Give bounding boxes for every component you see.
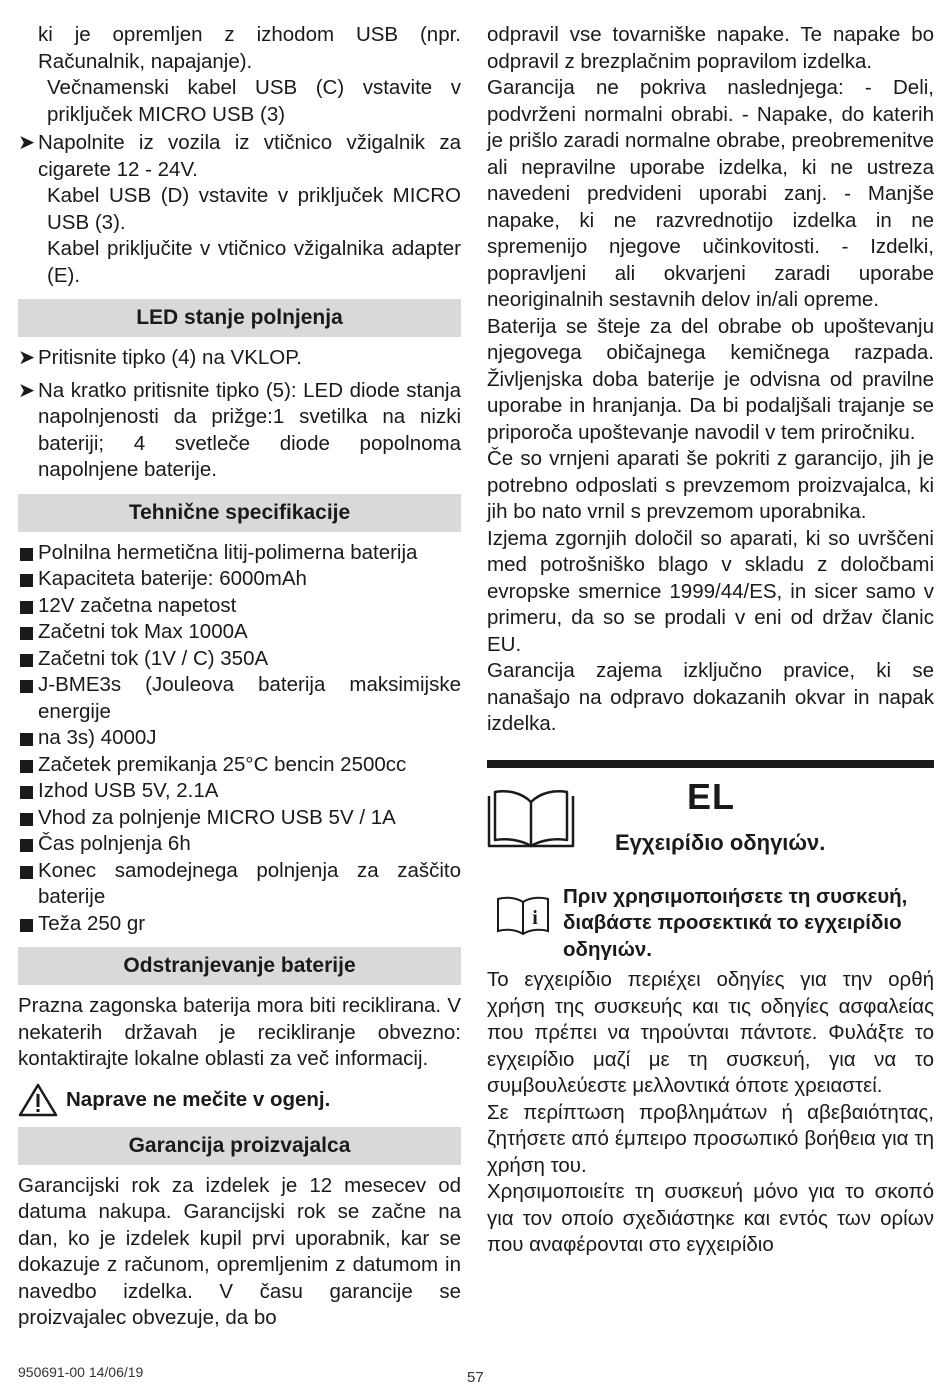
warranty-paragraph-2: Garancija ne pokriva naslednjega: - Deli, podvrženi normalni obrabi. - Napake, do katerih je prišlo zaradi normalne obrabe, preobremenitve ali nepravilne uporabe izdelka, ki ne ustreza navedeni predvideni uporabi zanj. - Manjše napake, ki ne razvrednotijo izdelka in ne spremenijo njegove učinkovitosti. - Izdelki, popravljeni ali okvarjeni zaradi uporabe neoriginalnih sestavnih delov in/ali opreme. <box>487 76 934 311</box>
spec-item <box>18 911 461 938</box>
fire-warning <box>18 1081 461 1119</box>
battery-removal-heading: Odstranjevanje baterije <box>18 947 461 985</box>
page-number: 57 <box>467 1369 484 1386</box>
fire-warning-text: Naprave ne mečite v ogenj. <box>66 1087 331 1111</box>
spec-item <box>18 566 461 593</box>
language-code: EL <box>687 775 736 817</box>
el-manual-title: Εγχειρίδιο οδηγιών. <box>615 829 826 855</box>
list-item-charge-car <box>18 130 461 183</box>
spec-text: Začetni tok (1V / C) 350A <box>38 646 269 670</box>
adapter-e-text: Kabel priključite v vtičnico vžigalnika adapter (E). <box>47 237 461 287</box>
spec-text: Konec samodejnega polnjenja za zaščito baterije <box>38 858 461 908</box>
spec-item <box>18 725 461 752</box>
warranty-heading: Garancija proizvajalca <box>18 1127 461 1165</box>
square-bullet-icon <box>20 654 33 667</box>
square-bullet-icon <box>20 866 33 879</box>
arrow-bullet-icon: ➤ <box>18 378 36 402</box>
spec-text: Izhod USB 5V, 2.1A <box>38 779 219 802</box>
spec-item <box>18 593 461 620</box>
warranty-paragraph-4: Če so vrnjeni aparati še pokriti z garancijo, jih je potrebno odposlati s prevzemom proizvajalca, ki jih bo nato vrnil s prevzemom uporabnika. <box>487 447 934 523</box>
square-bullet-icon <box>20 813 33 826</box>
square-bullet-icon <box>20 786 33 799</box>
spec-text: Čas polnjenja 6h <box>38 832 191 855</box>
warranty-text: Garancijski rok za izdelek je 12 mesecev od datuma nakupa. Garancijski rok se začne na dan, ko je izdelek kupil prvi uporabnik, kar se dokazuje z računom, opremljenim z datumom in navedbo izdelka. V času garancije se proizvajalec obvezuje, da bo <box>18 1173 461 1329</box>
intro-usb-c: Večnamenski kabel USB (C) vstavite v priključek MICRO USB (3) <box>47 76 461 126</box>
spec-item <box>18 752 461 779</box>
svg-text:i: i <box>532 906 538 929</box>
spec-list <box>18 540 461 938</box>
spec-text: Teža 250 gr <box>38 911 146 935</box>
spec-item <box>18 778 461 805</box>
led-item-1 <box>18 345 461 372</box>
warranty-paragraph-6: Garancija zajema izključno pravice, ki se nanašajo na odpravo dokazanih okvar in napak izdelka. <box>487 659 934 735</box>
spec-text: Začetek premikanja 25°C bencin 2500cc <box>38 752 407 776</box>
el-paragraph-2: Σε περίπτωση προβλημάτων ή αβεβαιότητας, ζητήσετε από έμπειρο προσωπικό βοήθεια για τη χρήση του. <box>487 1100 934 1177</box>
spec-text: 12V začetna napetost <box>38 593 237 617</box>
battery-removal-text: Prazna zagonska baterija mora biti reciklirana. V nekaterih državah je recikliranje obvezno: kontaktirajte lokalne oblasti za več informacij. <box>18 994 461 1070</box>
square-bullet-icon <box>20 760 33 773</box>
el-notice <box>487 884 934 964</box>
arrow-bullet-icon: ➤ <box>18 131 36 154</box>
list-item-text: Napolnite iz vozila iz vtičnico vžigalnik za cigarete 12 - 24V. <box>38 131 461 181</box>
spec-item <box>18 540 461 567</box>
el-section-header <box>487 768 934 874</box>
led-item-text: Pritisnite tipko (4) na VKLOP. <box>38 346 302 369</box>
tech-spec-heading: Tehnične specifikacije <box>18 494 461 532</box>
warranty-paragraph-1: odpravil vse tovarniške napake. Te napake bo odpravil z brezplačnim popravilom izdelka. <box>487 23 934 73</box>
el-paragraph-3: Χρησιμοποιείτε τη συσκευή μόνο για το σκοπό για τον οποίο σχεδιάστηκε και εντός των ορίων που αναφέρονται στο εγχειρίδιο <box>487 1180 934 1256</box>
section-divider <box>487 760 934 768</box>
square-bullet-icon <box>20 919 33 932</box>
spec-text: Kapaciteta baterije: 6000mAh <box>38 567 307 590</box>
doc-code-date: 950691-00 14/06/19 <box>18 1364 144 1380</box>
intro-continuation: ki je opremljen z izhodom USB (npr. Računalnik, napajanje). <box>38 23 461 73</box>
open-book-icon <box>487 788 575 850</box>
led-item-text: Na kratko pritisnite tipko (5): LED diode stanja napolnjenosti da prižge:1 svetilka na nizki bateriji; 4 svetleče diode popolnoma napolnjene baterije. <box>38 378 461 481</box>
warning-triangle-icon <box>18 1083 58 1117</box>
spec-item <box>18 672 461 725</box>
right-column <box>487 22 934 1259</box>
square-bullet-icon <box>20 574 33 587</box>
led-item-2 <box>18 378 461 484</box>
spec-text: Vhod za polnjenje MICRO USB 5V / 1A <box>38 805 396 829</box>
usb-d-text: Kabel USB (D) vstavite v priključek MICRO USB (3). <box>47 184 461 234</box>
square-bullet-icon <box>20 627 33 640</box>
el-notice-text: Πριν χρησιμοποιήσετε τη συσκευή, διαβάστε προσεκτικά το εγχειρίδιο οδηγιών. <box>563 884 908 961</box>
spec-text: J-BME3s (Jouleova baterija maksimijske energije <box>38 673 461 723</box>
square-bullet-icon <box>20 839 33 852</box>
square-bullet-icon <box>20 733 33 746</box>
spec-item <box>18 858 461 911</box>
spec-item <box>18 646 461 673</box>
square-bullet-icon <box>20 548 33 561</box>
warranty-paragraph-3: Baterija se šteje za del obrabe ob upoštevanju njegovega običajnega kemičnega razpada. Življenjska doba baterije je odvisna od pravilne uporabe in hranjanja. Da bi podaljšali trajanje se priporoča upoštevanje navodil v tem priročniku. <box>487 314 934 444</box>
spec-text: Polnilna hermetična litij-polimerna baterija <box>38 540 418 564</box>
spec-text: na 3s) 4000J <box>38 726 157 749</box>
led-status-heading: LED stanje polnjenja <box>18 299 461 337</box>
spec-item <box>18 619 461 646</box>
warranty-paragraph-5: Izjema zgornjih določil so aparati, ki so uvrščeni med potrošniško blago v skladu z določbami evropske smernice 1999/44/ES, in sicer samo v primeru, da so se prodali v eni od držav članic EU. <box>487 526 934 656</box>
el-paragraph-1: Το εγχειρίδιο περιέχει οδηγίες για την ορθή χρήση της συσκευής και τις οδηγίες ασφαλείας που πρέπει να τηρούνται πάντοτε. Φυλάξτε το εγχειρίδιο μαζί με τη συσκευή, για να το συμβουλεύεστε μελλοντικά όποτε χρειαστεί. <box>487 968 934 1097</box>
spec-item <box>18 831 461 858</box>
left-column <box>18 22 461 1332</box>
square-bullet-icon <box>20 601 33 614</box>
arrow-bullet-icon: ➤ <box>18 346 36 369</box>
square-bullet-icon <box>20 680 33 693</box>
spec-item <box>18 805 461 832</box>
info-book-icon <box>495 896 551 936</box>
spec-text: Začetni tok Max 1000A <box>38 620 248 643</box>
